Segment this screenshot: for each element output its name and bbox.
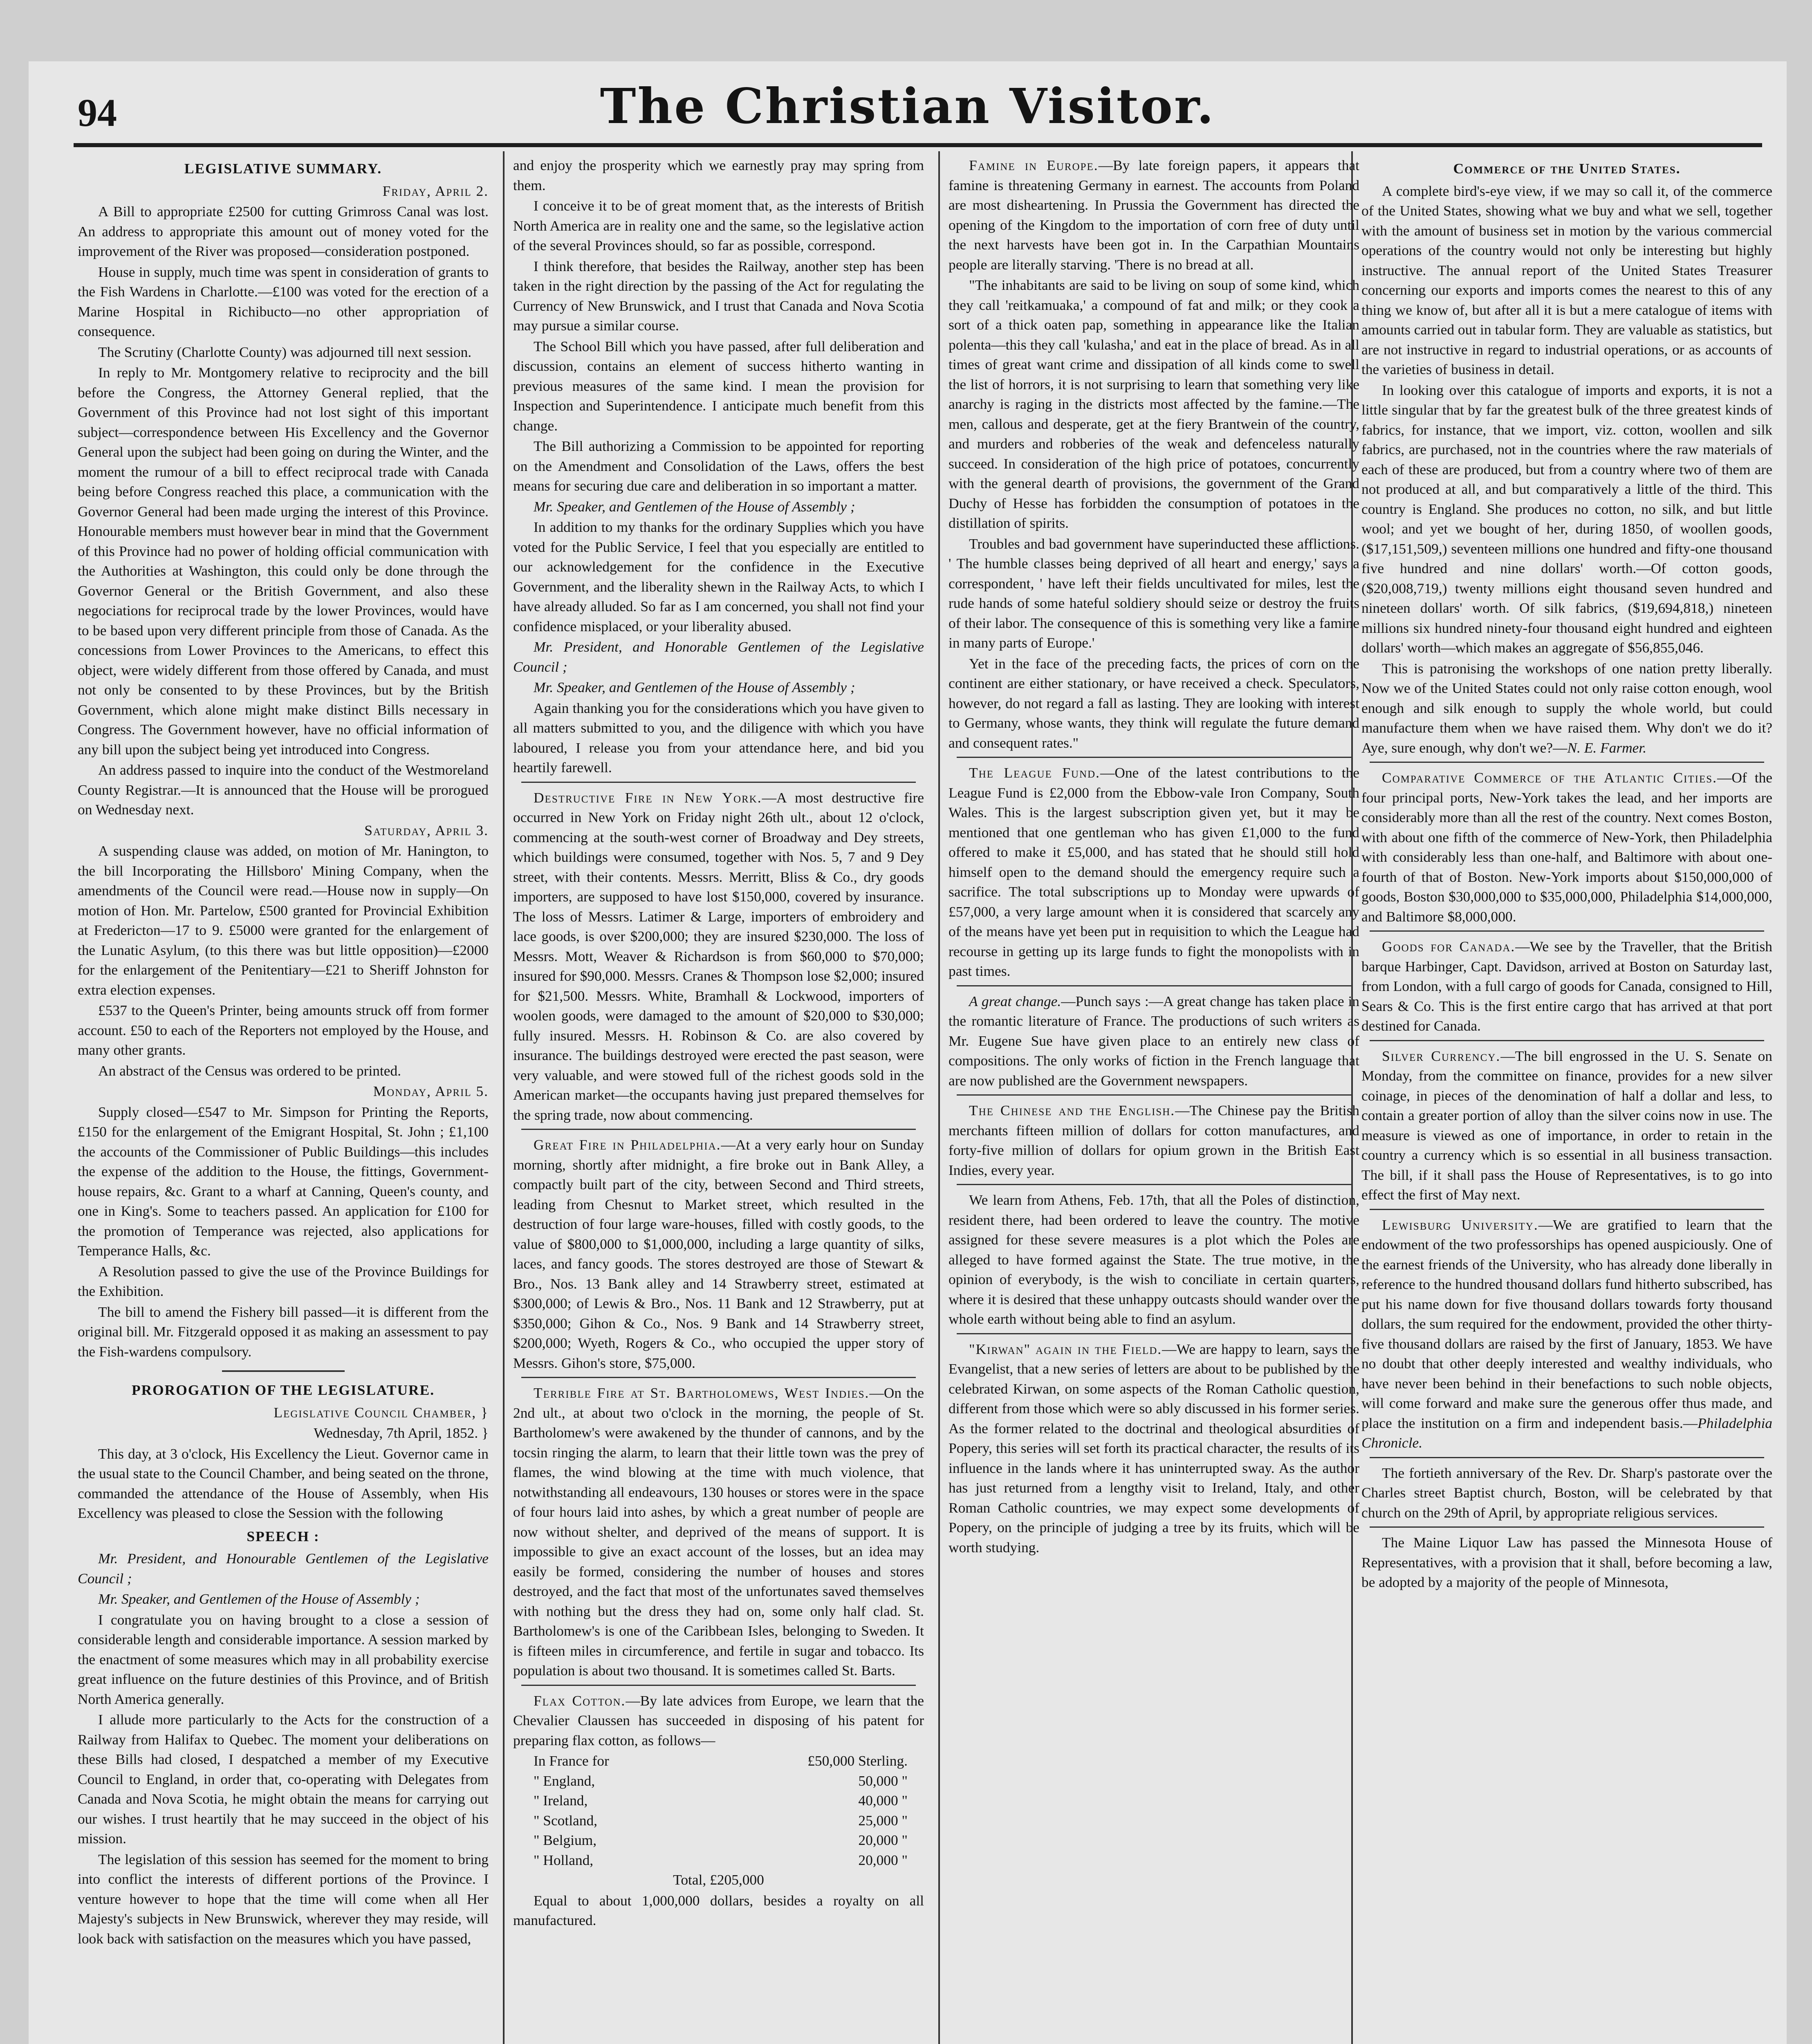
section-rule <box>521 1129 916 1130</box>
article-body: —By late foreign papers, it appears that famine is threatening Germany in earnest. The accounts from Poland are most disheartening. In Prussia the Government has directed the opening of the Kingdom to the importation of corn free of duty until the next harvests have been got in. In the Carpathian Mountains people are literally starving. 'There is no bread at all. <box>949 157 1359 273</box>
article <box>949 1339 1359 1558</box>
article-title: "Kirwan" again in the Field. <box>969 1340 1162 1357</box>
paragraph: I think therefore, that besides the Railway, another step has been taken in the right direction by the passing of the Act for regulating the Currency of New Brunswick, and I trust that Canada and Nova Scotia may pursue a similar course. <box>513 258 924 334</box>
dateline: Monday, April 5. <box>373 1083 489 1099</box>
paragraph: The legislation of this session has seemed for the moment to bring into conflict the interests of different portions of the Province. I venture however to hope that the time will come when all Her Majesty's subjects in New Brunswick, wherever they may reside, will look back with satisfaction on the measures which you have passed, <box>78 1851 489 1947</box>
flax-table <box>513 1751 924 1890</box>
article <box>513 788 924 1125</box>
paragraph: A complete bird's-eye view, if we may so call it, of the commerce of the United States, showing what we buy and what we sell, together with the amount of business set in motion by the various commercial operations of the country would not only be interesting but highly instructive. The annual report of the United States Treasurer concerning our exports and imports comes the nearest to this of any thing we know of, but after all it is but a mere catalogue of items with amounts carried out in tabular form. They are valuable as statistics, but are not instructive in regard to industrial operations, or as accounts of the varieties of business in detail. <box>1361 182 1772 377</box>
article-body: —At a very early hour on Sunday morning, shortly after midnight, a fire broke out in Bank Alley, a compactly built part of the city, between Second and Third streets, leading from Chesnut to Market street, which resulted in the destruction of four large ware-houses, filled with costly goods, to the value of $800,000 to $1,000,000, including a large quantity of silks, laces, and fancy goods. The stores destroyed are those of Stewart & Bro., Nos. 13 Bank alley and 14 Strawberry street, estimated at $300,000; of Lewis & Bro., Nos. 11 Bank and 12 Strawberry, put at $350,000; Gihon & Co., Nos. 9 Bank and 14 Strawberry street, $200,000; Wyeth, Rogers & Co., who occupied the upper story of Messrs. Gihon's store, $75,000. <box>513 1136 924 1371</box>
paragraph: We learn from Athens, Feb. 17th, that all the Poles of distinction, resident there, had been ordered to leave the country. The motive assigned for these severe measures is a plot which the Poles are alleged to have formed against the State. The true motive, in the opinion of everybody, is the wish to conciliate in certain quarters, where it is desired that these unhappy outcasts should wander over the whole earth without being able to find an asylum. <box>949 1192 1359 1327</box>
article <box>949 155 1359 274</box>
address-line: Mr. President, and Honorable Gentlemen of the Legislative Council ; <box>513 639 924 675</box>
page-number: 94 <box>78 91 117 134</box>
article-title: Goods for Canada. <box>1382 938 1516 955</box>
table-row <box>513 1771 924 1791</box>
article-title: Terrible Fire at St. Bartholomews, West Indies. <box>534 1385 870 1401</box>
article-body: —We see by the Traveller, that the British barque Harbinger, Capt. Davidson, arrived at Boston on Saturday last, from London, with a full cargo of goods for Canada, consigned to Hill, Sears & Co. This is the first entire cargo that has arrived at that port destined for Canada. <box>1361 938 1772 1034</box>
article-body: —The Chinese pay the British merchants fifteen million of dollars for cotton manufactures, and forty-five million of dollars for opium grown in the British East Indies, every year. <box>949 1102 1359 1178</box>
section-rule <box>521 1685 916 1686</box>
article-body: —We are happy to learn, says the Evangelist, that a new series of letters are about to be published by the celebrated Kirwan, on some aspects of the Roman Catholic question, different from those which were so ably discussed in his former series. As the former related to the doctrinal and theological absurdities of Popery, this series will set forth its practical character, the results of its influence in the lands where it has uninterrupted sway. As the author has just returned from a lengthy visit to Ireland, Italy, and other Roman Catholic countries, we may expect some developments of Popery, on the principle of judging a tree by its fruits, which will be worth studying. <box>949 1340 1359 1555</box>
article-heading: LEGISLATIVE SUMMARY. <box>184 160 382 177</box>
paragraph: An abstract of the Census was ordered to be printed. <box>98 1062 401 1079</box>
article <box>1361 1046 1772 1205</box>
section-rule <box>957 1184 1351 1185</box>
section-rule <box>521 782 916 783</box>
table-cell: 40,000 " <box>858 1792 908 1809</box>
article-title: Comparative Commerce of the Atlantic Cities. <box>1382 769 1718 786</box>
section-rule <box>1370 1457 1764 1458</box>
section-rule <box>1370 1526 1764 1528</box>
table-cell: £50,000 Sterling. <box>807 1753 908 1769</box>
article-title: Lewisburg University. <box>1382 1216 1538 1233</box>
paragraph: I allude more particularly to the Acts for the construction of a Railway from Halifax to Quebec. The moment your deliberations on these Bills had closed, I despatched a member of my Executive Council to England, in order that, co-operating with Delegates from Canada and Nova Scotia, he might obtain the means for carrying out our wishes. I trust heartily that he may succeed in the object of his mission. <box>78 1711 489 1847</box>
section-rule <box>1370 1209 1764 1210</box>
speech-heading: SPEECH : <box>247 1528 320 1544</box>
table-row <box>513 1811 924 1831</box>
paragraph: and enjoy the prosperity which we earnestly pray may spring from them. <box>513 157 924 193</box>
article-heading: PROROGATION OF THE LEGISLATURE. <box>131 1382 435 1398</box>
source-credit: Philadelphia Chronicle. <box>1361 1414 1772 1451</box>
section-rule <box>1370 930 1764 932</box>
newspaper-page <box>29 61 1787 2044</box>
paragraph: Equal to about 1,000,000 dollars, besides a royalty on all manufactured. <box>513 1892 924 1928</box>
article-heading: Commerce of the United States. <box>1453 160 1681 177</box>
column-4 <box>1361 155 1772 2044</box>
address-line: Mr. Speaker, and Gentlemen of the House of Assembly ; <box>534 679 855 695</box>
dateline: Saturday, April 3. <box>364 822 489 838</box>
article-title: Great Fire in Philadelphia. <box>534 1136 721 1153</box>
paragraph: Supply closed—£547 to Mr. Simpson for Printing the Reports, £150 for the enlargement of the Emigrant Hospital, St. John ; £1,100 the accounts of the Commissioner of Public Buildings—this includes the expense of the addition to the House, the fittings, Government-house repairs, &c. Grant to a wharf at Canning, Queen's county, and one in King's. Some to teachers passed. An application for £100 for the promotion of Temperance was rejected, also applications for Temperance Halls, &c. <box>78 1103 489 1259</box>
column-divider <box>503 151 505 2044</box>
paragraph: The Scrutiny (Charlotte County) was adjourned till next session. <box>98 343 472 360</box>
column-3 <box>949 155 1359 2044</box>
paragraph: The fortieth anniversary of the Rev. Dr. Sharp's pastorate over the Charles street Baptist church, Boston, will be celebrated by that church on the 29th of April, by appropriate religious services. <box>1361 1464 1772 1521</box>
paragraph: I conceive it to be of great moment that, as the interests of British North America are in reality one and the same, so the legislative action of the several Provinces should, so far as possible, correspond. <box>513 197 924 253</box>
address-line: Mr. Speaker, and Gentlemen of the House of Assembly ; <box>534 498 855 515</box>
article-body: —We are gratified to learn that the endowment of the two professorships has opened auspiciously. One of the earnest friends of the University, who has already done liberally in reference to the hundred thousand dollars fund hitherto subscribed, has put his name down for five thousand dollars towards forty thousand dollars, the sum required for the endowment, provided the other thirty-five thousand dollars are raised by the first of January, 1853. We have no doubt that other deeply interested and wealthy individuals, who have never been behind in their benefactions to such noble objects, will come forward and make sure the generous offer thus made, and place the institution on a firm and independent basis.— <box>1361 1216 1772 1431</box>
dateline: Friday, April 2. <box>382 182 489 199</box>
paragraph: The Maine Liquor Law has passed the Minnesota House of Representatives, with a provision that it shall, before becoming a law, be adopted by a majority of the people of Minnesota, <box>1361 1534 1772 1590</box>
article-body: —The bill engrossed in the U. S. Senate on Monday, from the committee on finance, provides for a new silver coinage, in pieces of the denomination of half a dollar and less, to contain a greater portion of alloy than the silver coins now in use. The measure is viewed as one of importance, in order to retain in the country a currency which is so essential in all business transaction. The bill, if it shall pass the House of Representatives, is to go into effect the first of May next. <box>1361 1047 1772 1203</box>
article-title: A great change. <box>969 993 1061 1009</box>
table-total: Total, £205,000 <box>673 1871 764 1888</box>
source-credit: N. E. Farmer. <box>1567 739 1647 756</box>
section-rule <box>1370 762 1764 763</box>
article-title: Flax Cotton. <box>534 1692 626 1709</box>
article-body: —Punch says :—A great change has taken place in the romantic literature of France. The productions of such writers as Mr. Eugene Sue have given place to an entirely new class of compositions. The only works of fiction in the French language that are now published are the Government newspapers. <box>949 993 1359 1089</box>
dateline: Wednesday, 7th April, 1852. } <box>314 1425 489 1441</box>
article-body: —Of the four principal ports, New-York takes the lead, and her imports are considerably more than all the rest of the country. Next comes Boston, with about one fifth of the commerce of New-York, then Philadelphia with considerably less than one-half, and Baltimore with about one-fourth of that of Boston. New-York imports about $150,000,000 of goods, Boston $30,000,000 to $35,000,000, Philadelphia $14,000,000, and Baltimore $8,000,000. <box>1361 769 1772 925</box>
paragraph: An address passed to inquire into the conduct of the Westmoreland County Registrar.—It is announced that the House will be prorogued on Wednesday next. <box>78 762 489 818</box>
paragraph: £537 to the Queen's Printer, being amounts struck off from former account. £50 to each of the Reporters not employed by the House, and many other grants. <box>78 1002 489 1058</box>
table-cell: " Holland, <box>534 1851 594 1868</box>
address-line: Mr. Speaker, and Gentlemen of the House of Assembly ; <box>98 1591 420 1607</box>
article <box>513 1691 924 1750</box>
article-body: —By late advices from Europe, we learn that the Chevalier Claussen has succeeded in disposing of his patent for preparing flax cotton, as follows— <box>513 1692 924 1748</box>
paragraph: In addition to my thanks for the ordinary Supplies which you have voted for the Public Service, I feel that you especially are entitled to our acknowledgement for the confidence in the Executive Government, and the liberality shewn in the Railway Acts, to which I have already alluded. So far as I am concerned, you shall not find your confidence misplaced, or your liberality abused. <box>513 519 924 634</box>
article-body: —On the 2nd ult., at about two o'clock in the morning, the people of St. Bartholomew's were awakened by the thunder of cannons, and by the tocsin ringing the alarm, to learn that their little town was the prey of flames, the wind blowing at the time with much violence, that notwithstanding all endeavours, 130 houses or stores were in the space of four hours laid into ashes, by which a great number of people are now without shelter, and deprived of the means of support. It is impossible to give an exact account of the losses, but an idea may easily be formed, considering the number of houses and stores destroyed, and the fact that most of the unfortunates saved themselves with nothing but the dress they had on, some only half clad. St. Bartholomew's is one of the Caribbean Isles, belonging to Sweden. It is fifteen miles in circumference, and fertile in sugar and tobacco. Its population is about two thousand. It is sometimes called St. Barts. <box>513 1385 924 1679</box>
article <box>949 763 1359 981</box>
dateline: Legislative Council Chamber, } <box>274 1404 489 1421</box>
table-row <box>513 1830 924 1850</box>
paragraph: The School Bill which you have passed, after full deliberation and discussion, contains an element of success hitherto wanting in previous measures of the same kind. I mean the provision for Inspection and Superintendence. I anticipate much benefit from this change. <box>513 338 924 434</box>
column-divider <box>938 151 940 2044</box>
article-body: —A most destructive fire occurred in New York on Friday night 26th ult., about 12 o'clock, commencing at the south-west corner of Broadway and Dey streets, which buildings were consumed, together with Nos. 5, 7 and 9 Dey street, with their contents. Messrs. Merritt, Bliss & Co., dry goods importers, are supposed to have lost $150,000, covered by insurance. The loss of Messrs. Latimer & Large, importers of embroidery and lace goods, is over $200,000; they are insured $230,000. The loss of Messrs. Mott, Weaver & Richardson is from $60,000 to $70,000; insured for $90,000. Messrs. Cranes & Thompson lose $2,000; insured for $21,500. Messrs. White, Bramhall & Lockwood, importers of woolen goods, were damaged to the amount of $20,000 to $30,000; fully insured. Messrs. H. Robinson & Co. are also covered by insurance. The buildings destroyed were erected the past season, were very valuable, and were stowed full of the richest goods sold in the American market—the occupants having just prepared themselves for the spring trade, now about commencing. <box>513 789 924 1123</box>
table-cell: 50,000 " <box>858 1772 908 1789</box>
paragraph: Yet in the face of the preceding facts, the prices of corn on the continent are either stationary, or have received a check. Speculators, however, do not regard a fall as lasting. They are looking with interest to Germany, whose wants, they think will regulate the future demand and consequent rates." <box>949 655 1359 751</box>
article-title: The League Fund. <box>969 764 1100 781</box>
paragraph: The Bill authorizing a Commission to be appointed for reporting on the Amendment and Consolidation of the Laws, offers the best means for securing due care and deliberation in so important a matter. <box>513 438 924 494</box>
paragraph: A suspending clause was added, on motion of Mr. Hanington, to the bill Incorporating the Hillsboro' Mining Company, when the amendments of the Council were read.—House now in supply—On motion of Hon. Mr. Partelow, £500 granted for Provincial Exhibition at Fredericton—17 to 9. £5000 were granted for the enlargement of the Lunatic Asylum, (to this there was but little opposition)—£2000 for the enlargement of the Penitentiary—£21 to Sheriff Johnston for extra election expenses. <box>78 843 489 998</box>
table-cell: " Scotland, <box>534 1812 597 1829</box>
table-cell: " Belgium, <box>534 1832 597 1848</box>
table-cell: 20,000 " <box>858 1851 908 1868</box>
paragraph: In looking over this catalogue of imports and exports, it is not a little singular that by far the greatest bulk of the three greatest kinds of fabrics, for instance, that we import, viz. cotton, woollen and silk fabrics, are purchased, not in the countries where the raw materials of each of these are produced, but from a country where two of them are not produced at all, and but comparatively a little of the third. This country is England. She produces no cotton, no silk, and but little wool; and yet we bought of her, during 1850, of woollen goods, ($17,151,509,) seventeen millions one hundred and fifty-one thousand five hundred and nine dollars' worth.—Of cotton goods, ($20,008,719,) twenty millions eight thousand seven hundred and nineteen dollars' worth. Of silk fabrics, ($19,694,818,) nineteen millions six hundred ninety-four thousand eight hundred and eighteen dollars' worth—which makes an aggregate of $56,855,046. <box>1361 381 1772 656</box>
table-cell: " Ireland, <box>534 1792 588 1809</box>
article <box>1361 1215 1772 1453</box>
paragraph: House in supply, much time was spent in consideration of grants to the Fish Wardens in Charlotte.—£100 was voted for the erection of a Marine Hospital in Richibucto—no other appropriation of consequence. <box>78 263 489 339</box>
table-row <box>513 1751 924 1771</box>
paragraph: A Bill to appropriate £2500 for cutting Grimross Canal was lost. An address to appropriate this amount out of money voted for the improvement of the River was proposed—consideration postponed. <box>78 203 489 259</box>
article-title: The Chinese and the English. <box>969 1102 1175 1118</box>
article <box>1361 937 1772 1036</box>
masthead-rule <box>74 143 1762 147</box>
masthead <box>29 61 1787 147</box>
address-line: Mr. President, and Honourable Gentlemen of the Legislative Council ; <box>78 1550 489 1587</box>
section-rule <box>957 1094 1351 1096</box>
paragraph: The bill to amend the Fishery bill passed—it is different from the original bill. Mr. Fitzgerald opposed it as making an assessment to pay the Fish-wardens compulsory. <box>78 1303 489 1360</box>
article <box>1361 659 1772 758</box>
section-rule <box>957 985 1351 986</box>
paragraph: This day, at 3 o'clock, His Excellency the Lieut. Governor came in the usual state to the Council Chamber, and being seated on the throne, commanded the attendance of the House of Assembly, when His Excellency was pleased to close the Session with the following <box>78 1445 489 1521</box>
column-2 <box>513 155 924 2044</box>
paragraph: A Resolution passed to give the use of the Province Buildings for the Exhibition. <box>78 1263 489 1299</box>
paragraph: "The inhabitants are said to be living on soup of some kind, which they call 'reitkamuaka,' a compound of fat and milk; or they cook a sort of a thick oaten pap, something in appearance like the Italian polenta—this they call 'kulasha,' and eat in the place of bread. As in all times of great want crime and dissipation of all kinds come to swell the list of horrors, it is not surprising to learn that something very like anarchy is raging in the districts most affected by the famine.—The men, callous and desperate, get at the fiery Brantwein of the country, and murders and robberies of the weak and defenceless naturally succeed. In consideration of the high price of potatoes, concurrently with the general dearth of provisions, the government of the Grand Duchy of Hesse has forbidden the consumption of potatoes in the distillation of spirits. <box>949 277 1359 531</box>
article <box>949 1100 1359 1180</box>
article <box>513 1383 924 1681</box>
section-rule <box>521 1377 916 1378</box>
section-rule <box>957 1333 1351 1334</box>
section-rule <box>957 757 1351 758</box>
table-cell: " England, <box>534 1772 595 1789</box>
table-cell: 25,000 " <box>858 1812 908 1829</box>
article <box>949 991 1359 1091</box>
paragraph: Again thanking you for the considerations which you have given to all matters submitted to you, and the diligence with which you have laboured, I release you from your attendance here, and bid you heartily farewell. <box>513 699 924 775</box>
article <box>1361 768 1772 926</box>
article-title: Silver Currency. <box>1382 1047 1501 1064</box>
masthead-title: The Christian Visitor. <box>600 78 1215 134</box>
table-row <box>513 1791 924 1811</box>
article <box>513 1135 924 1373</box>
paragraph: Troubles and bad government have superinducted these afflictions. ' The humble classes being deprived of all heart and energy,' says a correspondent, ' have left their fields uncultivated for miles, lest the rude hands of some hateful soldiery should seize or destroy the fruits of their labor. The consequence of this is something very like a famine in many parts of Europe.' <box>949 535 1359 651</box>
section-rule <box>1370 1040 1764 1041</box>
section-rule <box>222 1370 345 1372</box>
article-body: —One of the latest contributions to the League Fund is £2,000 from the Ebbow-vale Iron Company, South Wales. This is the largest subscription given yet, but it may be mentioned that one gentleman who has given £1,000 to the fund offered to make it £5,000, and has stated that he should still hold himself open to the demand should the emergency require such a sacrifice. The total subscriptions up to Monday were upwards of £57,000, a very large amount when it is considered that scarcely any of the means have yet been put in requisition to which the League had recourse in getting up its large funds to fight the monopolists with in past times. <box>949 764 1359 979</box>
article-title: Famine in Europe. <box>969 157 1099 173</box>
table-row <box>513 1850 924 1870</box>
paragraph: I congratulate you on having brought to a close a session of considerable length and considerable importance. A session marked by the enactment of some measures which may in all probability exercise great influence on the future destinies of this Province, and of British North America generally. <box>78 1611 489 1707</box>
table-cell: In France for <box>534 1753 609 1769</box>
column-1 <box>78 155 489 2044</box>
table-cell: 20,000 " <box>858 1832 908 1848</box>
paragraph-text: This is patronising the workshops of one nation pretty liberally. Now we of the United States could not only raise cotton enough, wool enough and silk enough to supply the whole world, but could manufacture them when we have raised them. Why don't we do it? Aye, sure enough, why don't we?— <box>1361 660 1772 756</box>
paragraph: In reply to Mr. Montgomery relative to reciprocity and the bill before the Congress, the Attorney General replied, that the Government of this Province had not lost sight of this important subject—correspondence between His Excellency and the Governor General upon the subject had been going on during the Winter, and the moment the rumour of a bill to effect reciprocal trade with Canada being before Congress reached this place, a communication with the Governor General had been made urging the interest of this Province. Honourable members must however bear in mind that the Government of this Province had no power of holding official communication with the Authorities at Washington, this could only be done through the Governor General or the British Government, and also these negociations for reciprocal trade by the lower Provinces, would have to be based upon very different principle from those of Canada. As the concessions from Lower Provinces to the Americans, to effect this object, were widely different from those offered by Canada, and must not only be consented to by these Provinces, but by the British Government, which alone might make distinct Bills necessary in Congress. The Government however, have no official information of any bill upon the subject being yet introduced into Congress. <box>78 364 489 758</box>
article-title: Destructive Fire in New York. <box>534 789 762 806</box>
